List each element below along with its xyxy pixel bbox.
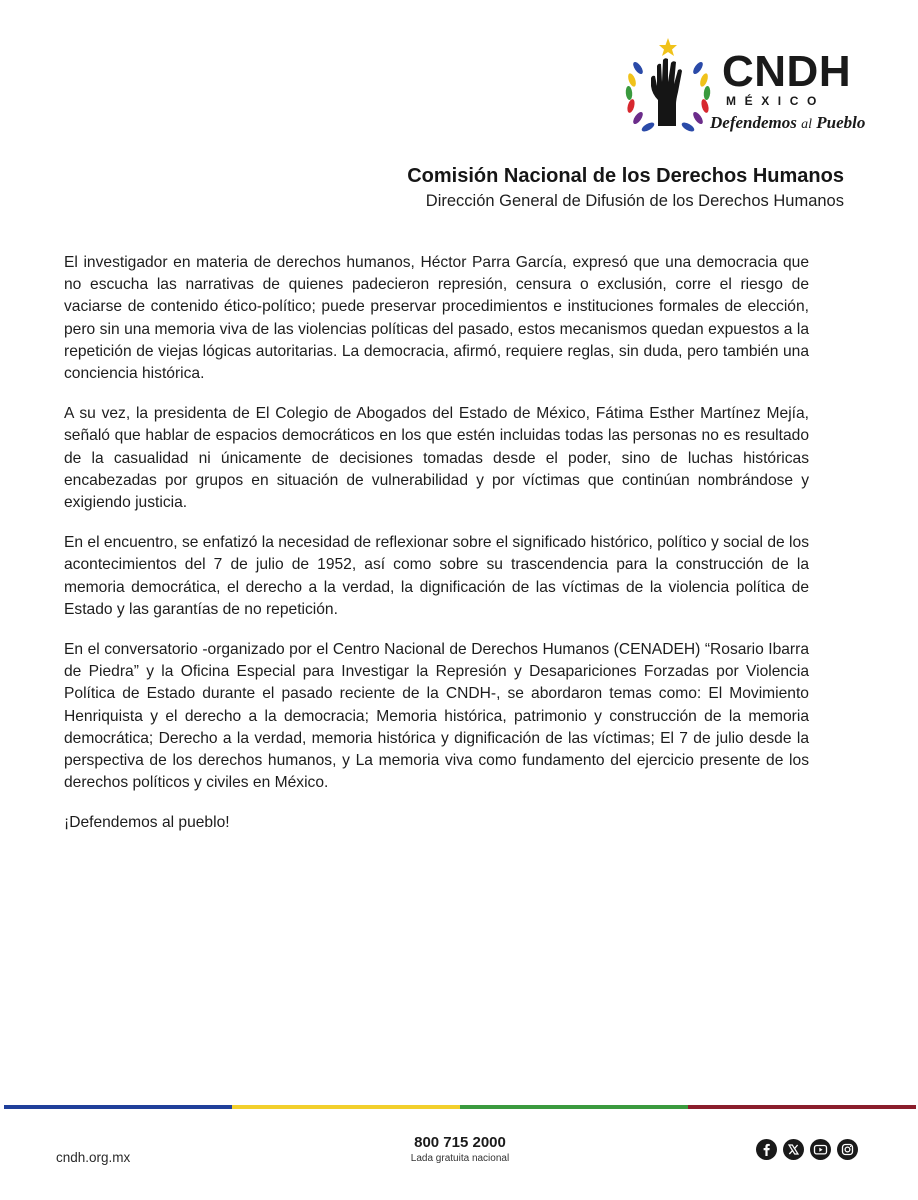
organization-subtitle: Dirección General de Difusión de los Derechos Humanos [425,192,844,210]
website-link[interactable]: cndh.org.mx [56,1150,131,1165]
instagram-icon[interactable] [837,1139,858,1160]
phone-number[interactable]: 800 715 2000 [414,1134,506,1151]
stripe-segment-blue [4,1105,232,1109]
logo-slogan-part2: al [801,117,813,132]
logo-slogan-part1: Defendemos [710,113,797,132]
social-icons [756,1139,858,1160]
body-paragraph: En el conversatorio -organizado por el Centro Nacional de Derechos Humanos (CENADEH) “Rosario Ibarra de Piedra” y la Oficina Especial para Investigar la Represión y Desapariciones Forzadas por Violencia Política de Estado durante el pasado reciente de la CNDH-, se abordaron temas como: El Movimiento Henriquista y el derecho a la democracia; Memoria histórica, patrimonio y construcción de la memoria democrática; Derecho a la verdad, memoria histórica y dignificación de las víctimas; El 7 de julio desde la perspectiva de los derechos humanos, y La memoria viva como fundamento del ejercicio presente de los derechos políticos y civiles en México. [64,641,809,792]
logo-slogan-part3: Pueblo [816,113,866,132]
body-paragraph: En el encuentro, se enfatizó la necesidad de reflexionar sobre el significado histórico, político y social de los acontecimientos del 7 de julio de 1952, así como sobre su trascendencia para la construcción de la memoria democrática, el derecho a la verdad, la dignificación de las víctimas de la violencia política de Estado y las garantías de no repetición. [64,534,809,618]
cndh-logo [618,38,866,138]
x-icon[interactable] [783,1139,804,1160]
phone-caption: Lada gratuita nacional [410,1153,510,1164]
document-header [407,163,844,213]
raised-hand-emblem-icon [618,38,718,138]
stripe-segment-green [460,1105,688,1109]
footer-color-stripe [4,1105,916,1109]
body-paragraph: A su vez, la presidenta de El Colegio de Abogados del Estado de México, Fátima Esther Martínez Mejía, señaló que hablar de espacios democráticos en los que estén incluidas todas las personas no es resultado de la casualidad ni únicamente de decisiones tomadas desde el poder, sino de luchas históricas encabezadas por grupos en situación de vulnerabilidad y por víctimas que continúan nombrándose y exigiendo justicia. [64,405,809,512]
press-release-body [64,252,809,853]
closing-line: ¡Defendemos al pueblo! [64,814,230,832]
logo-country: MÉXICO [726,94,825,108]
stripe-segment-red [688,1105,916,1109]
youtube-icon[interactable] [810,1139,831,1160]
stripe-segment-yellow [232,1105,460,1109]
body-paragraph: El investigador en materia de derechos humanos, Héctor Parra García, expresó que una democracia que no escucha las narrativas de quienes padecieron represión, censura o exclusión, corre el riesgo de vaciarse de contenido ético-político; puede preservar procedimientos e instituciones formales de elección, pero sin una memoria viva de las violencias políticas del pasado, estos mecanismos quedan expuestos a la repetición de viejas lógicas autoritarias. La democracia, afirmó, requiere reglas, sin duda, pero también una conciencia histórica. [64,254,809,383]
phone-block [360,1134,560,1166]
logo-slogan [710,113,865,133]
organization-title: Comisión Nacional de los Derechos Humanos [407,165,844,187]
facebook-icon[interactable] [756,1139,777,1160]
logo-wordmark: CNDH [722,47,852,96]
